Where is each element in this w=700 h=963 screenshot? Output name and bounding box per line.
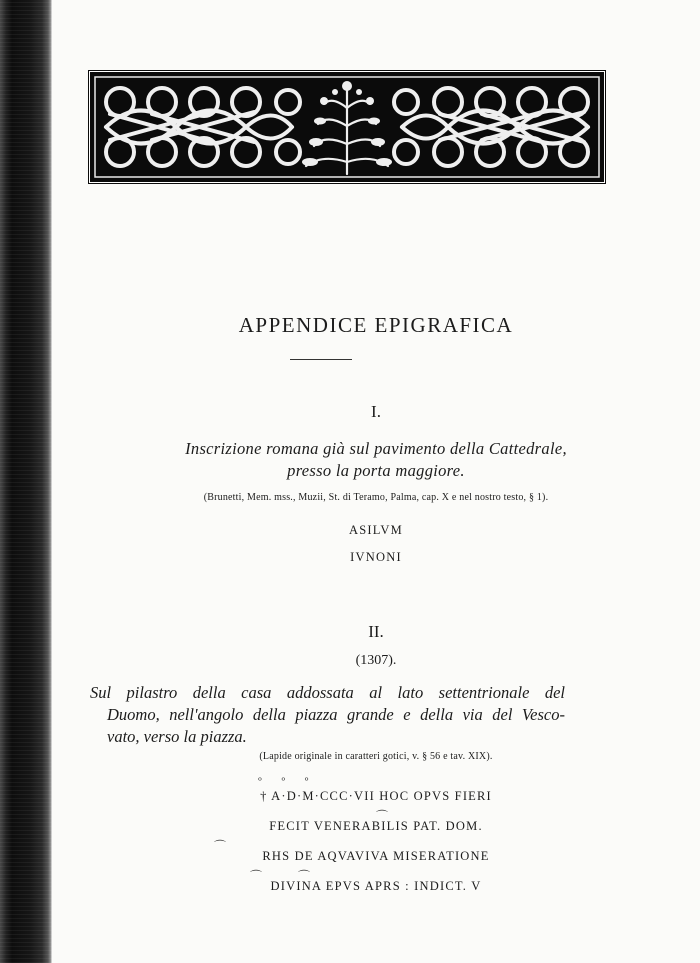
section-2-inscription-line-1: † A·D·M·CCC·VII HOC OPVS FIERI [260,789,492,803]
section-1-inscription-line-1: ASILVM [349,523,403,537]
section-2-date: (1307). [355,653,397,668]
abbreviation-mark: ⌒ [298,869,311,883]
ornamental-headpiece [90,72,604,182]
section-2-inscription-line-3: RHS DE AQVAVIVA MISERATIONE [262,849,490,863]
section-1-numeral: I. [371,402,381,421]
section-2-numeral: II. [368,622,384,641]
section-2-heading-line-1: Sul pilastro della casa addossata al lato settentrionale del [90,683,565,702]
section-1-inscription-line-2: IVNONI [350,550,402,564]
section-1-source: (Brunetti, Mem. mss., Muzii, St. di Teramo, Palma, cap. X e nel nostro testo, § 1). [203,492,549,503]
section-2-heading-line-2: Duomo, nell'angolo della piazza grande e della via del Vesco- [107,705,565,724]
scan-binding-edge [0,0,52,963]
abbreviation-mark: ⌒ [214,839,227,853]
section-1-heading-line-2: presso la porta maggiore. [287,461,465,480]
section-2-source: (Lapide originale in caratteri gotici, v. § 56 e tav. XIX). [259,751,493,762]
section-1-heading-line-1: Inscrizione romana già sul pavimento della Cattedrale, [185,439,567,458]
title-divider [290,359,352,360]
book-page [52,0,700,963]
abbreviation-mark: ⌒ [250,869,263,883]
abbreviation-marks: ᵒ ᵒ ᵒ [258,776,317,787]
page-title: APPENDICE EPIGRAFICA [238,313,514,337]
section-2-heading-line-3: vato, verso la piazza. [107,727,247,746]
abbreviation-mark: ⌒ [376,809,389,823]
section-2-inscription-line-2: FECIT VENERABILIS PAT. DOM. [269,819,483,833]
celtic-knotwork-ornament [92,74,602,180]
section-2-inscription-line-4: DIVINA EPVS APRS : INDICT. V [270,879,482,893]
